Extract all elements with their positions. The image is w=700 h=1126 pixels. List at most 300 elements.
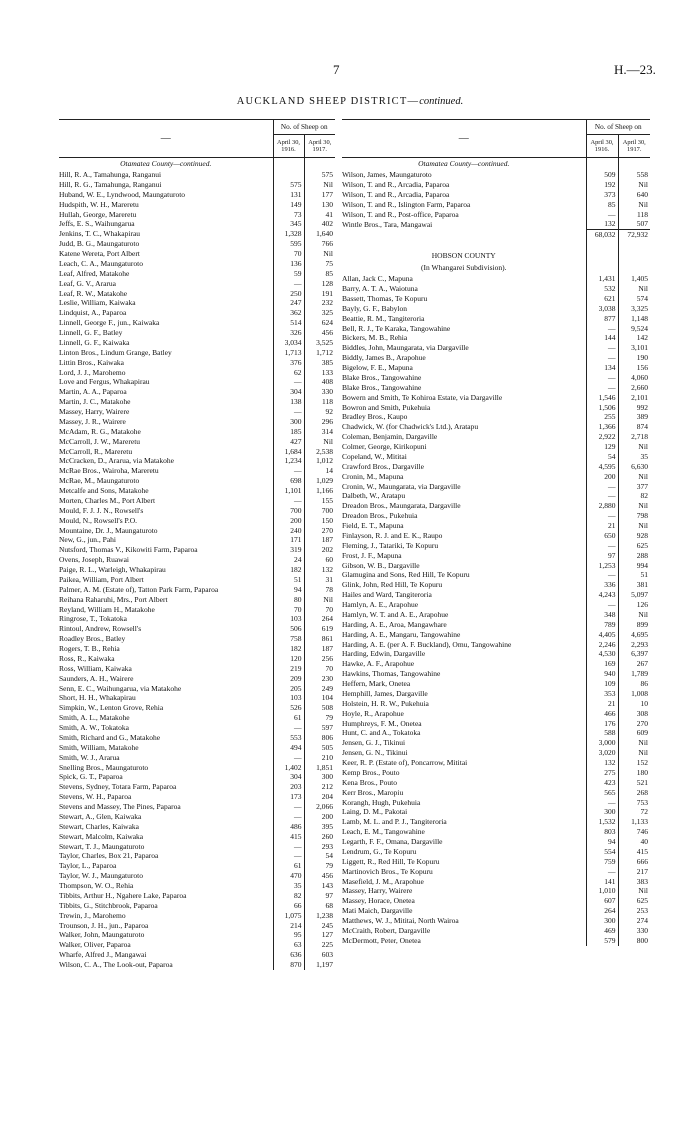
sheep-1916: 3,038 [586, 304, 618, 314]
sheep-1917: Nil [618, 738, 650, 748]
sheep-1917: 152 [618, 758, 650, 768]
table-row [59, 644, 335, 654]
sheep-1917: 156 [618, 363, 650, 373]
table-row [59, 476, 335, 486]
table-row [59, 190, 335, 200]
sheep-1916: — [273, 753, 304, 763]
owner-name: Martin, J. C., Matakohe [59, 397, 131, 407]
table-row [59, 822, 335, 832]
owner-name: Humphreys, F. M., Onetea [342, 718, 422, 728]
table-row [59, 407, 335, 417]
sheep-1916: 73 [273, 210, 304, 220]
table-row [59, 614, 335, 624]
table-row [342, 219, 650, 229]
sheep-1917: 766 [304, 239, 335, 249]
sheep-1917: 132 [304, 565, 335, 575]
table-row [342, 304, 650, 314]
sheep-1916: 526 [273, 703, 304, 713]
table-row [59, 930, 335, 940]
owner-name: Biddly, James B., Arapohue [342, 353, 426, 363]
sheep-1916: 2,922 [586, 432, 618, 442]
table-row [59, 437, 335, 447]
sheep-1916: — [273, 723, 304, 733]
sheep-1917: 3,325 [618, 304, 650, 314]
col-1917-header: April 30, 1917. [304, 135, 335, 158]
sheep-1917: 800 [618, 936, 650, 946]
sheep-1917: 14 [304, 466, 335, 476]
sheep-1916: 24 [273, 555, 304, 565]
owner-name: Harding, A. E., Aroa, Mangawhare [342, 619, 447, 629]
sheep-1917: 575 [304, 170, 335, 180]
sheep-1916: 131 [273, 190, 304, 200]
page-number: 7 [333, 62, 340, 77]
sheep-1916: 205 [273, 684, 304, 694]
sheep-1916: 870 [273, 960, 304, 970]
sheep-1917: 97 [304, 891, 335, 901]
owner-name: Hawkins, Thomas, Tangowahine [342, 669, 441, 679]
owner-name: Paikea, William, Port Albert [59, 574, 144, 584]
sheep-1916: 326 [273, 328, 304, 338]
table-row [342, 758, 650, 768]
owner-name: Lendrum, G., Te Kopuru [342, 846, 417, 856]
sheep-1916: 132 [586, 758, 618, 768]
table-row [342, 748, 650, 758]
table-row [342, 561, 650, 571]
sheep-1917: 40 [618, 837, 650, 847]
owner-name: Keer, R. P. (Estate of), Poncarrow, Mititai [342, 758, 468, 767]
sheep-1917: 210 [304, 753, 335, 763]
table-row [342, 353, 650, 363]
sheep-1917: 245 [304, 921, 335, 931]
owner-name: Liggett, R., Red Hill, Te Kopuru [342, 856, 440, 866]
left-column [59, 119, 335, 970]
owner-name: Bradley Bros., Kaupo [342, 412, 408, 422]
sheep-1917: 260 [304, 832, 335, 842]
sheep-1916: 514 [273, 318, 304, 328]
total-1917: 72,932 [618, 230, 650, 240]
sheep-1916: — [273, 496, 304, 506]
table-row [342, 570, 650, 580]
sheep-1917: Nil [618, 284, 650, 294]
table-row [59, 348, 335, 358]
table-row [59, 753, 335, 763]
table-row [59, 881, 335, 891]
sheep-1916: 1,532 [586, 817, 618, 827]
owner-name: Thompson, W. O., Rehia [59, 881, 134, 890]
owner-name: Ross, William, Kaiwaka [59, 663, 132, 673]
sheep-1917: 456 [304, 871, 335, 881]
owner-name: Rintoul, Andrew, Rowsell's [59, 624, 142, 634]
table-row [59, 358, 335, 368]
owner-name: Stewart, A., Glen, Kaiwaka [59, 811, 142, 821]
owner-name: Bowern and Smith, Te Kohiroa Estate, via Dargaville [342, 392, 503, 402]
left-table-body [59, 158, 335, 970]
owner-name: Leach, C. A., Maungaturoto [59, 258, 143, 268]
table-row [342, 170, 650, 180]
sheep-1917: 861 [304, 634, 335, 644]
sheep-1916: 1,101 [273, 486, 304, 496]
owner-name: Leslie, William, Kaiwaka [59, 298, 136, 308]
table-row [342, 472, 650, 482]
table-row [342, 837, 650, 847]
sheep-1917: 225 [304, 940, 335, 950]
owner-name: Hullah, George, Mareretu [59, 209, 137, 219]
name-column-header: — [59, 120, 273, 158]
table-row [59, 506, 335, 516]
owner-name: Kena Bros., Pouto [342, 777, 397, 787]
owner-name: Wilson, C. A., The Look-out, Paparoa [59, 960, 173, 969]
sheep-1916: — [586, 324, 618, 334]
table-row [342, 679, 650, 689]
sheep-1916: — [273, 466, 304, 476]
sheep-1916: 200 [586, 472, 618, 482]
sheep-1916: 120 [273, 654, 304, 664]
owner-name: Finlayson, R. J. and E. K., Raupo [342, 530, 443, 540]
sheep-1916: 1,546 [586, 393, 618, 403]
sheep-1916: 940 [586, 669, 618, 679]
table-row [59, 575, 335, 585]
sheep-1916: 70 [273, 249, 304, 259]
table-row [59, 338, 335, 348]
table-row [342, 689, 650, 699]
sheep-1916: 373 [586, 190, 618, 200]
sheep-1916: 4,405 [586, 630, 618, 640]
table-row [59, 763, 335, 773]
sheep-1917: 1,238 [304, 911, 335, 921]
sheep-1917: 296 [304, 417, 335, 427]
table-row [342, 630, 650, 640]
sheep-1917: 70 [304, 664, 335, 674]
table-row [59, 249, 335, 259]
sheep-1916: 4,595 [586, 462, 618, 472]
sheep-1916: 209 [273, 674, 304, 684]
sheep-1916: — [586, 511, 618, 521]
sheep-1917: 270 [304, 526, 335, 536]
table-row [59, 693, 335, 703]
table-row [342, 284, 650, 294]
owner-name: Judd, B. G., Maungaturoto [59, 239, 140, 249]
table-row [59, 832, 335, 842]
sheep-1916: 353 [586, 689, 618, 699]
sheep-1916: 336 [586, 580, 618, 590]
sheep-1916: 650 [586, 531, 618, 541]
table-row [342, 462, 650, 472]
sheep-1917: 126 [618, 600, 650, 610]
sheep-1917: 746 [618, 827, 650, 837]
sheep-1916: 621 [586, 294, 618, 304]
sheep-1916: — [273, 842, 304, 852]
table-row [342, 294, 650, 304]
table-row [59, 239, 335, 249]
table-row [342, 412, 650, 422]
sheep-1916: 362 [273, 308, 304, 318]
section-heading: Otamatea County—continued. [418, 159, 510, 168]
sheep-1917: 293 [304, 842, 335, 852]
table-row [342, 788, 650, 798]
sheep-1917: 308 [618, 709, 650, 719]
owner-name: Laing, D. M., Pakotai [342, 807, 408, 817]
sheep-1917: 753 [618, 798, 650, 808]
sheep-1916: 595 [273, 239, 304, 249]
sheep-1917: 597 [304, 723, 335, 733]
sheep-1917: 625 [618, 541, 650, 551]
sheep-1916: 506 [273, 624, 304, 634]
table-row [59, 219, 335, 229]
sheep-1916: 607 [586, 896, 618, 906]
sheep-1916: 97 [586, 551, 618, 561]
owner-name: Trounson, J. H., jun., Paparoa [59, 920, 149, 930]
table-row [59, 901, 335, 911]
owner-name: Reyland, William H., Matakohe [59, 604, 155, 614]
sheep-1916: 203 [273, 782, 304, 792]
sheep-1916: 803 [586, 827, 618, 837]
sheep-1916: 247 [273, 298, 304, 308]
sheep-1916: 348 [586, 610, 618, 620]
sheep-1916: 134 [586, 363, 618, 373]
owner-name: Love and Fergus, Whakapirau [59, 377, 150, 387]
table-row [342, 600, 650, 610]
table-row [342, 393, 650, 403]
owner-name: Paige, R. L., Warleigh, Whakapirau [59, 565, 166, 574]
table-row [59, 585, 335, 595]
sheep-1917: 35 [618, 452, 650, 462]
sheep-1917: 508 [304, 703, 335, 713]
sheep-1917: Nil [618, 472, 650, 482]
owner-name: Nutsford, Thomas V., Kikowiti Farm, Paparoa [59, 545, 198, 555]
sheep-1916: 149 [273, 200, 304, 210]
sheep-1917: 383 [618, 877, 650, 887]
col-1917-header: April 30, 1917. [618, 135, 650, 158]
sheep-1917: 624 [304, 318, 335, 328]
sheep-1917: 874 [618, 422, 650, 432]
table-row [342, 541, 650, 551]
sheep-1917: 133 [304, 368, 335, 378]
sheep-count-header: No. of Sheep on [273, 120, 335, 135]
sheep-1916: 4,243 [586, 590, 618, 600]
table-row [59, 555, 335, 565]
sheep-1917: 79 [304, 713, 335, 723]
sheep-1916: — [586, 600, 618, 610]
owner-name: Saunders, A. H., Wairere [59, 673, 134, 683]
sheep-1916: 80 [273, 595, 304, 605]
sheep-1916: 2,880 [586, 501, 618, 511]
table-row [342, 363, 650, 373]
table-row [59, 397, 335, 407]
owner-name: Wilson, James, Maungaturoto [342, 170, 432, 179]
owner-name: Frost, J. F., Mapuna [342, 550, 402, 560]
sheep-1916: 1,010 [586, 886, 618, 896]
sheep-1916: 304 [273, 387, 304, 397]
sheep-1917: 232 [304, 298, 335, 308]
sheep-1917: 187 [304, 535, 335, 545]
table-row [59, 545, 335, 555]
table-row [59, 733, 335, 743]
left-table [59, 119, 335, 970]
owner-name: McCraith, Robert, Dargaville [342, 925, 431, 935]
table-row [59, 516, 335, 526]
sheep-1916: 1,713 [273, 348, 304, 358]
sheep-1917: 521 [618, 778, 650, 788]
sheep-1917: 2,660 [618, 383, 650, 393]
sheep-1917: 249 [304, 684, 335, 694]
owner-name: Ross, R., Kaiwaka [59, 653, 115, 663]
right-table-body [342, 158, 650, 946]
table-row [342, 807, 650, 817]
owner-name: Crawford Bros., Dargaville [342, 461, 424, 471]
owner-name: Taylor, Charles, Box 21, Paparoa [59, 851, 159, 861]
table-row [342, 640, 650, 650]
owner-name: Littin Bros., Kaiwaka [59, 357, 124, 367]
sheep-1917: 264 [304, 614, 335, 624]
sheep-1917: 72 [618, 807, 650, 817]
owner-name: Wintle Bros., Tara, Mangawai [342, 219, 433, 229]
sheep-1916: — [586, 482, 618, 492]
sheep-1917: 4,695 [618, 630, 650, 640]
sheep-1917: 212 [304, 782, 335, 792]
owner-name: Gibson, W. B., Dargaville [342, 560, 420, 570]
sheep-1917: 202 [304, 545, 335, 555]
sheep-1916: 1,431 [586, 274, 618, 284]
owner-name: Senn, E. C., Waihungarua, via Matakohe [59, 683, 182, 693]
table-row [59, 782, 335, 792]
table-row [342, 649, 650, 659]
table-row [59, 950, 335, 960]
owner-name: Wilson, T. and R., Islington Farm, Paparoa [342, 199, 471, 209]
sheep-1916: 300 [586, 807, 618, 817]
sheep-1917: 142 [618, 333, 650, 343]
owner-name: Leaf, R. W., Matakohe [59, 288, 128, 298]
sheep-1917: 85 [304, 269, 335, 279]
table-row [342, 314, 650, 324]
table-row [342, 210, 650, 220]
sheep-1916: 304 [273, 772, 304, 782]
sheep-1916: 185 [273, 427, 304, 437]
owner-name: Mati Maich, Dargaville [342, 906, 413, 916]
sheep-1916: 376 [273, 358, 304, 368]
table-row [59, 812, 335, 822]
table-row [59, 328, 335, 338]
sheep-1917: 5,097 [618, 590, 650, 600]
sheep-1917: 143 [304, 881, 335, 891]
sheep-1916: 62 [273, 368, 304, 378]
sheep-1917: 187 [304, 644, 335, 654]
sheep-1916: 877 [586, 314, 618, 324]
table-row [342, 511, 650, 521]
sheep-1916: 82 [273, 891, 304, 901]
sheep-1916: 182 [273, 644, 304, 654]
sheep-1917: 4,060 [618, 373, 650, 383]
table-row [342, 857, 650, 867]
table-row [342, 709, 650, 719]
table-row [342, 521, 650, 531]
owner-name: Smith, William, Matakohe [59, 742, 139, 752]
sheep-1917: 79 [304, 861, 335, 871]
owner-name: Fleming, J., Tatariki, Te Kopuru [342, 540, 439, 550]
table-row [59, 940, 335, 950]
right-column [342, 119, 650, 946]
owner-name: Hoyle, R., Arapohue [342, 708, 404, 718]
sheep-1916: 61 [273, 713, 304, 723]
table-row [342, 373, 650, 383]
owner-name: McDermott, Peter, Onetea [342, 935, 421, 945]
sheep-1916: 144 [586, 333, 618, 343]
table-row [59, 259, 335, 269]
sheep-1916: 300 [586, 916, 618, 926]
sheep-1917: 204 [304, 792, 335, 802]
total-row [342, 230, 650, 240]
owner-name: Taylor, L., Paparoa [59, 861, 117, 871]
table-row [59, 496, 335, 506]
sheep-1916: 3,034 [273, 338, 304, 348]
table-row [342, 200, 650, 210]
sheep-1916: 579 [586, 936, 618, 946]
owner-name: Hill, R. A., Tamahunga, Ranganui [59, 170, 162, 179]
owner-name: Stewart, T. J., Maungaturoto [59, 841, 145, 851]
table-row [342, 580, 650, 590]
owner-name: Wilson, T. and R., Arcadia, Paparoa [342, 179, 450, 189]
sheep-1917: 31 [304, 575, 335, 585]
table-row [59, 387, 335, 397]
sheep-1917: 270 [618, 719, 650, 729]
owner-name: Chadwick, W. (for Chadwick's Ltd.), Aratapu [342, 422, 479, 432]
sheep-1917: 9,524 [618, 324, 650, 334]
table-row [342, 669, 650, 679]
owner-name: Smith, A. W., Tokatoka [59, 723, 129, 732]
sheep-1917: 217 [618, 867, 650, 877]
sheep-1916: — [586, 867, 618, 877]
owner-name: Smith, A. L., Matakohe [59, 713, 130, 723]
subdivision-heading-row [342, 262, 650, 274]
table-row [342, 778, 650, 788]
page-reference: H.—23. [614, 62, 656, 77]
table-row [59, 743, 335, 753]
sheep-1916: 109 [586, 679, 618, 689]
owner-name: Mould, F. J. J. N., Rowsell's [59, 505, 144, 515]
sheep-1917: Nil [618, 748, 650, 758]
table-row [342, 491, 650, 501]
sheep-1917: 806 [304, 733, 335, 743]
table-row [342, 699, 650, 709]
sheep-1917: Nil [618, 442, 650, 452]
sheep-1917: Nil [618, 180, 650, 190]
sheep-1916: 3,000 [586, 738, 618, 748]
owner-name: Hawke, A. F., Arapohue [342, 659, 415, 669]
owner-name: McCracken, D., Ararua, via Matakohe [59, 456, 174, 466]
owner-name: Kemp Bros., Pouto [342, 767, 400, 777]
sheep-1917: 415 [618, 847, 650, 857]
owner-name: Massey, J. R., Wairere [59, 416, 126, 426]
sheep-1917: Nil [618, 886, 650, 896]
owner-name: Metcalfe and Sons, Matakohe [59, 486, 149, 495]
owner-name: McAdam, R. G., Matakohe [59, 426, 141, 436]
owner-name: Bowron and Smith, Pukehuia [342, 402, 431, 412]
owner-name: Stevens, Sydney, Totara Farm, Paparoa [59, 782, 177, 792]
table-row [342, 432, 650, 442]
owner-name: Barry, A. T. A., Waiotuna [342, 284, 418, 293]
sheep-1917: 2,293 [618, 640, 650, 650]
sheep-1917: Nil [304, 180, 335, 190]
table-row [59, 535, 335, 545]
sheep-1917: Nil [618, 610, 650, 620]
table-row [342, 422, 650, 432]
owner-name: Lamb, M. L. and P. J., Tangiteroria [342, 817, 447, 827]
sheep-1917: 2,538 [304, 447, 335, 457]
owner-name: Legarth, F. F., Omana, Dargaville [342, 837, 443, 846]
sheep-1917: 994 [618, 561, 650, 571]
table-row [342, 847, 650, 857]
county-heading-row [342, 250, 650, 262]
owner-name: Dreadon Bros., Pukehuia [342, 511, 418, 521]
